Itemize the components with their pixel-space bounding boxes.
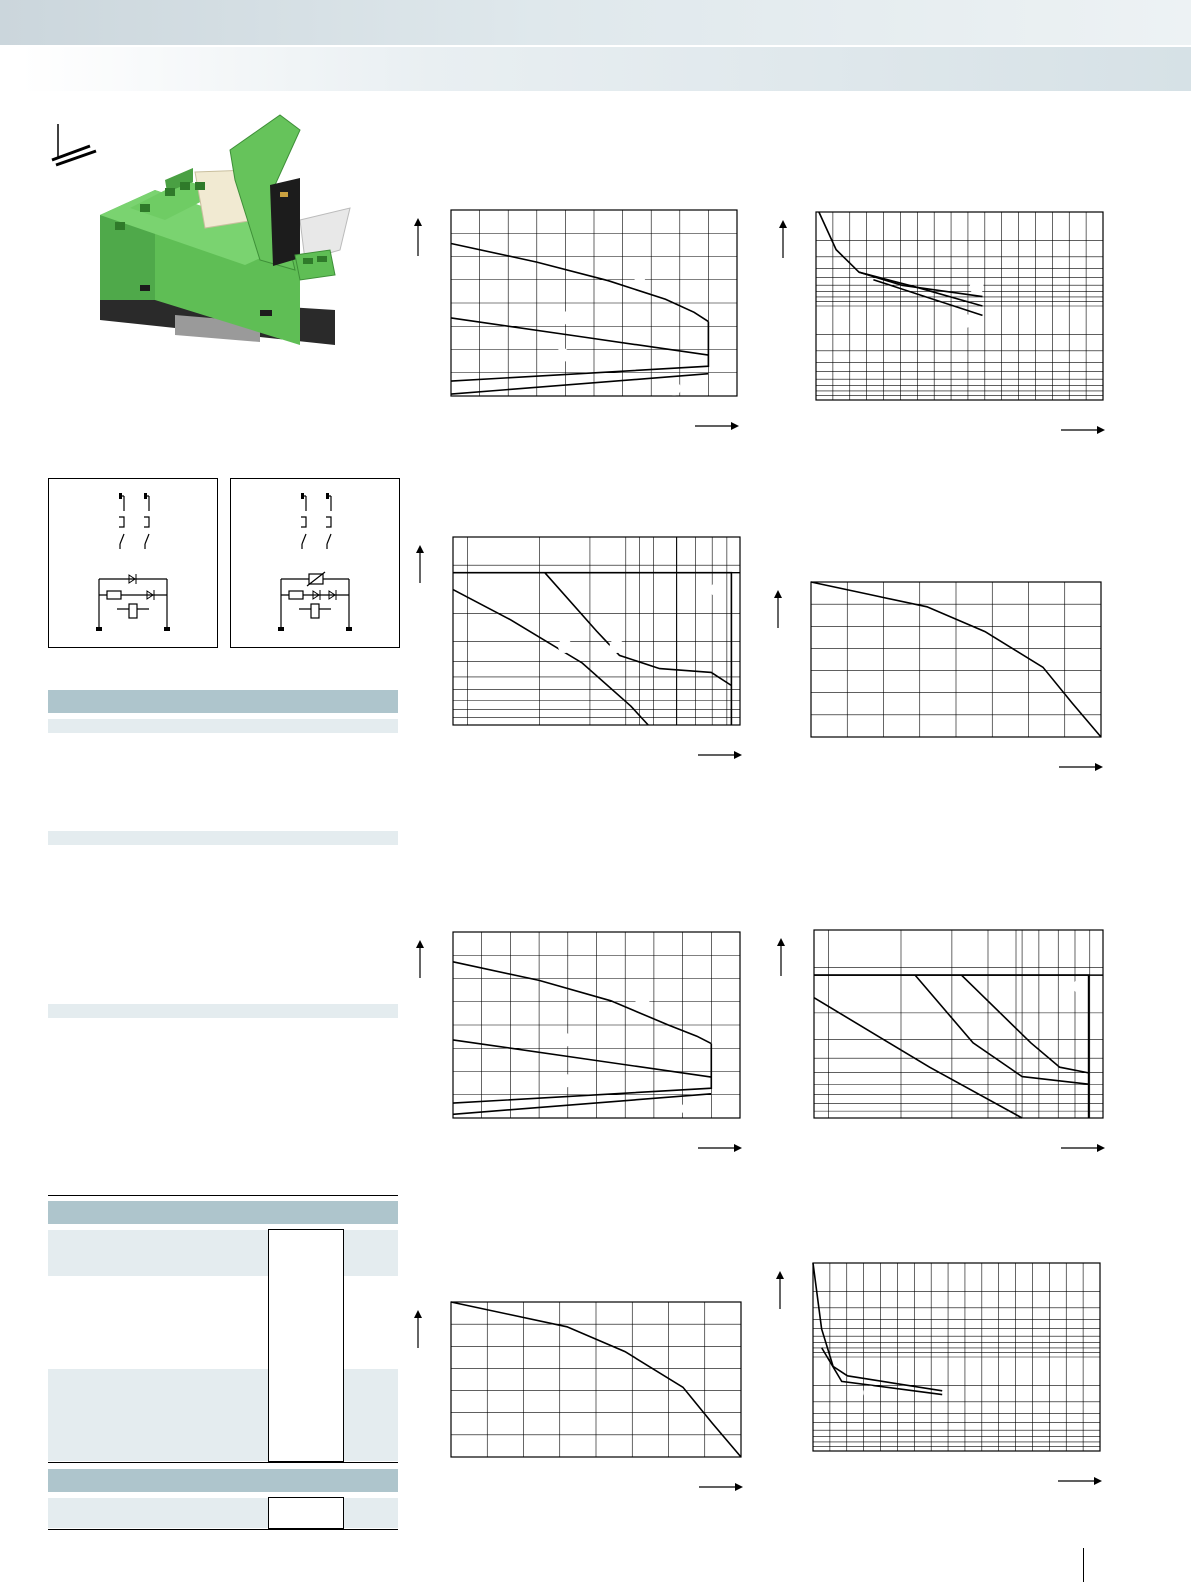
derating-curve-chart-2 bbox=[413, 920, 750, 1156]
accessories-column bbox=[268, 1497, 344, 1529]
x-axis-arrow bbox=[695, 422, 739, 430]
ordering-data-row bbox=[48, 1230, 398, 1276]
relay-module-image bbox=[45, 110, 365, 350]
curve-label-marker bbox=[928, 1025, 942, 1039]
technical-data-header bbox=[48, 690, 398, 713]
circuit-diagram-varistor bbox=[230, 478, 400, 648]
header-band bbox=[0, 0, 1191, 45]
curve-label-marker bbox=[898, 1358, 912, 1372]
curve-label-marker bbox=[970, 280, 984, 294]
electrical-life-chart-2 bbox=[774, 918, 1113, 1156]
x-axis-arrow bbox=[1061, 1144, 1105, 1152]
curve-label-marker bbox=[958, 314, 972, 328]
y-axis-arrow bbox=[414, 1310, 422, 1348]
circuit-diagram-diode bbox=[48, 478, 218, 648]
x-axis-arrow bbox=[699, 1483, 743, 1491]
curve-label-marker bbox=[863, 1386, 877, 1400]
x-axis-arrow bbox=[1058, 1477, 1102, 1485]
ordering-data-header bbox=[48, 1201, 398, 1224]
curve-label-marker bbox=[667, 382, 681, 396]
curve-label-marker bbox=[556, 311, 570, 325]
y-axis-arrow bbox=[777, 938, 785, 976]
x-axis-arrow bbox=[1061, 426, 1105, 434]
x-axis-arrow bbox=[698, 751, 742, 759]
y-axis-arrow bbox=[414, 218, 422, 256]
technical-data-section-input bbox=[48, 719, 398, 733]
subheader-band bbox=[20, 47, 1191, 91]
curve-label-marker bbox=[610, 639, 624, 653]
y-axis-arrow bbox=[779, 220, 787, 258]
curve-label-marker bbox=[558, 639, 572, 653]
ordering-data-row bbox=[48, 1369, 398, 1461]
response-time-chart-2 bbox=[773, 1251, 1110, 1489]
electrical-life-chart-1 bbox=[413, 525, 750, 763]
accessories-header bbox=[48, 1469, 398, 1492]
x-axis-arrow bbox=[698, 1144, 742, 1152]
technical-data-section-general bbox=[48, 1004, 398, 1018]
curve-label-marker bbox=[558, 1033, 572, 1047]
y-axis-arrow bbox=[416, 545, 424, 583]
technical-data-section-output bbox=[48, 831, 398, 845]
page-number-rule bbox=[1083, 1548, 1084, 1582]
y-axis-arrow bbox=[776, 1271, 784, 1309]
curve-label-marker bbox=[633, 268, 647, 282]
x-axis-arrow bbox=[1059, 763, 1103, 771]
temperature-curve-chart-2 bbox=[411, 1290, 751, 1495]
ordering-table-bottom-rule bbox=[48, 1462, 398, 1463]
curve-label-marker bbox=[1073, 979, 1087, 993]
response-time-chart-1 bbox=[776, 200, 1113, 438]
ordering-data-column bbox=[268, 1229, 344, 1462]
accessories-bottom-rule bbox=[48, 1529, 398, 1530]
curve-label-marker bbox=[635, 996, 649, 1010]
ordering-table-top-rule bbox=[48, 1195, 398, 1196]
curve-label-marker bbox=[558, 1074, 572, 1088]
temperature-curve-chart-1 bbox=[771, 570, 1111, 775]
y-axis-arrow bbox=[416, 940, 424, 978]
curve-label-marker bbox=[710, 583, 724, 597]
accessories-row bbox=[48, 1498, 398, 1528]
curve-label-marker bbox=[556, 348, 570, 362]
y-axis-arrow bbox=[774, 590, 782, 628]
derating-curve-chart-1 bbox=[411, 198, 747, 434]
curve-label-marker bbox=[670, 1102, 684, 1116]
